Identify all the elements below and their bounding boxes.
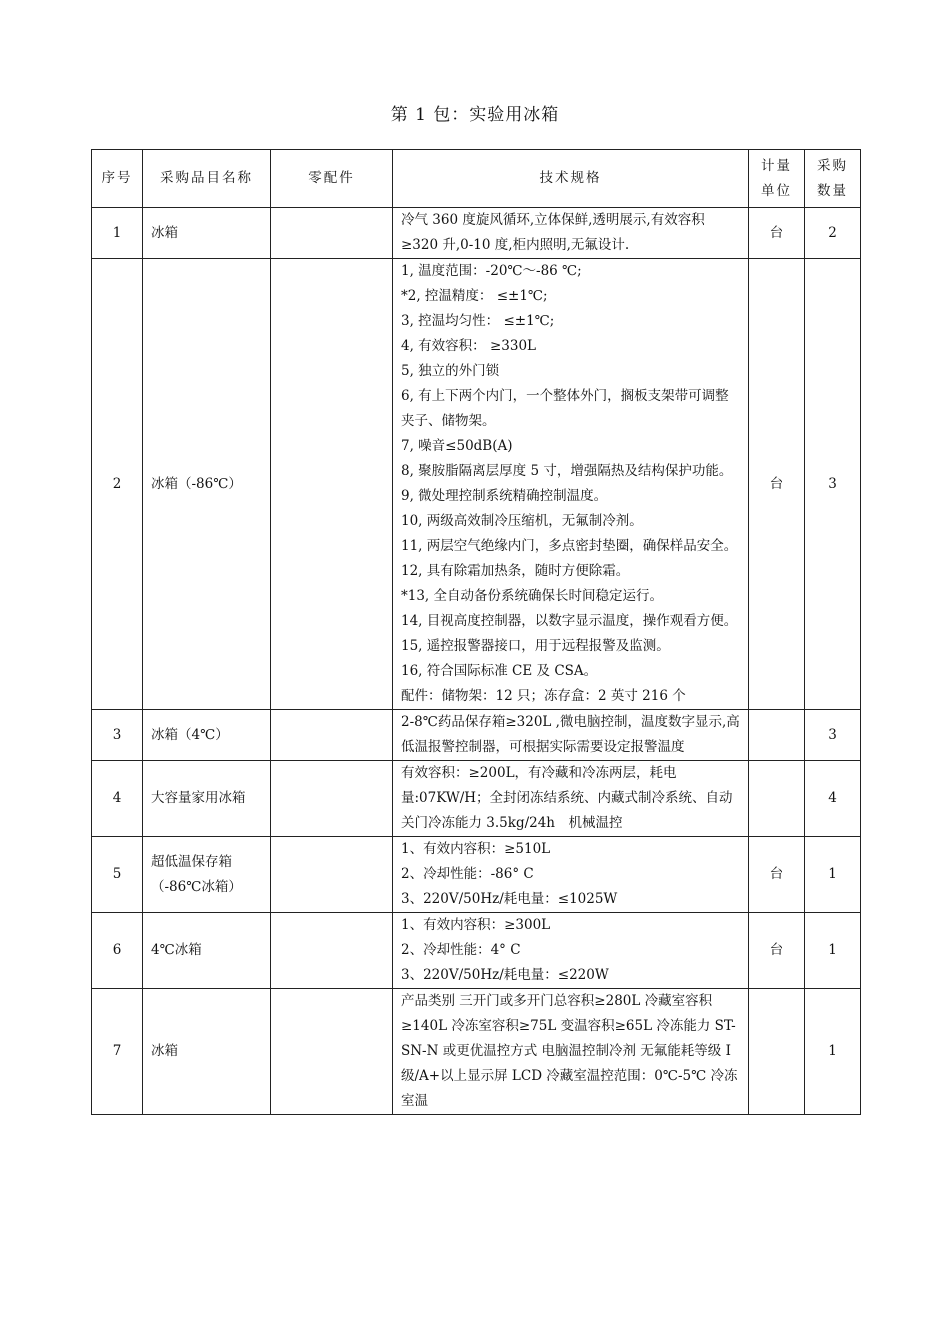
item-name: 大容量家用冰箱 <box>151 790 246 806</box>
table-row <box>92 710 861 761</box>
header-seq: 序号 <box>92 150 143 208</box>
row-spec <box>393 208 749 259</box>
procurement-table <box>91 149 861 1115</box>
table-row <box>92 837 861 913</box>
spec-line: 冷气 360 度旋风循环,立体保鲜,透明展示,有效容积≥320 升,0-10 度,柜内照明,无氟设计. <box>401 212 705 253</box>
row-name <box>143 837 271 913</box>
spec-line: 6, 有上下两个内门，一个整体外门，搁板支架带可调整夹子、储物架。 <box>401 388 729 429</box>
spec-line: 2、冷却性能：-86° C <box>401 866 534 882</box>
spec-line: 1, 温度范围：-20℃～-86 ℃; <box>401 263 582 279</box>
row-name <box>143 710 271 761</box>
spec-line: 配件：储物架：12 只；冻存盒：2 英寸 216 个 <box>401 688 686 704</box>
row-name <box>143 761 271 837</box>
spec-line: 8, 聚胺脂隔离层厚度 5 寸，增强隔热及结构保护功能。 <box>401 463 733 479</box>
row-unit <box>749 761 805 837</box>
spec-line: 3, 控温均匀性： ≤±1℃; <box>401 313 555 329</box>
row-qty: 3 <box>805 710 861 761</box>
row-qty: 4 <box>805 761 861 837</box>
row-unit: 台 <box>749 913 805 989</box>
item-name: 冰箱（4℃） <box>151 726 229 743</box>
row-parts <box>271 913 393 989</box>
row-spec <box>393 710 749 761</box>
spec-line: 1、有效内容积：≥510L <box>401 841 551 857</box>
table-row <box>92 208 861 259</box>
header-parts: 零配件 <box>271 150 393 208</box>
row-parts <box>271 989 393 1115</box>
row-unit: 台 <box>749 837 805 913</box>
row-unit: 台 <box>749 208 805 259</box>
header-row <box>92 150 861 208</box>
table-body <box>92 208 861 1115</box>
row-spec <box>393 913 749 989</box>
spec-line: 11, 两层空气绝缘内门，多点密封垫圈，确保样品安全。 <box>401 538 738 554</box>
spec-line: 1、有效内容积：≥300L <box>401 917 551 933</box>
table-row <box>92 989 861 1115</box>
row-parts <box>271 837 393 913</box>
spec-line: 4, 有效容积： ≥330L <box>401 338 537 354</box>
row-parts <box>271 710 393 761</box>
row-parts <box>271 761 393 837</box>
row-qty: 2 <box>805 208 861 259</box>
row-qty: 3 <box>805 259 861 710</box>
spec-line: 2、冷却性能：4° C <box>401 942 521 958</box>
spec-line: *13, 全自动备份系统确保长时间稳定运行。 <box>401 588 664 604</box>
spec-line: 14, 目视高度控制器，以数字显示温度，操作观看方便。 <box>401 613 738 629</box>
header-unit: 计量单位 <box>749 150 805 208</box>
spec-line: 有效容积：≥200L，有冷藏和冷冻两层，耗电量:07KW/H；全封闭冻结系统、内藏式制冷系统、自动关门冷冻能力 3.5kg/24h 机械温控 <box>401 765 733 831</box>
item-name: 超低温保存箱（-86℃冰箱） <box>151 853 242 895</box>
table-row <box>92 913 861 989</box>
row-name <box>143 913 271 989</box>
spec-line: 2-8℃药品保存箱≥320L ,微电脑控制，温度数字显示,高低温报警控制器，可根据实际需要设定报警温度 <box>401 714 740 755</box>
row-name <box>143 208 271 259</box>
row-seq: 6 <box>92 913 143 989</box>
row-unit <box>749 989 805 1115</box>
row-spec <box>393 761 749 837</box>
row-seq: 4 <box>92 761 143 837</box>
header-spec: 技术规格 <box>393 150 749 208</box>
spec-line: 7, 噪音≤50dB(A) <box>401 438 513 454</box>
item-name: 4℃冰箱 <box>151 942 202 958</box>
row-parts <box>271 259 393 710</box>
header-qty: 采购数量 <box>805 150 861 208</box>
row-name <box>143 989 271 1115</box>
row-seq: 1 <box>92 208 143 259</box>
item-name: 冰箱（-86℃） <box>151 475 242 492</box>
row-qty: 1 <box>805 913 861 989</box>
spec-line: 9, 微处理控制系统精确控制温度。 <box>401 488 608 504</box>
spec-line: 5, 独立的外门锁 <box>401 363 500 379</box>
item-name: 冰箱 <box>151 224 178 241</box>
spec-line: *2, 控温精度： ≤±1℃; <box>401 288 548 304</box>
table-row <box>92 761 861 837</box>
row-parts <box>271 208 393 259</box>
spec-line: 3、220V/50Hz/耗电量：≤1025W <box>401 891 618 907</box>
row-seq: 5 <box>92 837 143 913</box>
header-name: 采购品目名称 <box>143 150 271 208</box>
row-seq: 2 <box>92 259 143 710</box>
spec-line: 10, 两级高效制冷压缩机，无氟制冷剂。 <box>401 513 643 529</box>
row-qty: 1 <box>805 837 861 913</box>
row-spec <box>393 259 749 710</box>
row-qty: 1 <box>805 989 861 1115</box>
page-title: 第 1 包：实验用冰箱 <box>390 105 560 125</box>
spec-line: 16, 符合国际标准 CE 及 CSA。 <box>401 663 598 679</box>
spec-line: 15, 遥控报警器接口，用于远程报警及监测。 <box>401 638 670 654</box>
row-spec <box>393 837 749 913</box>
spec-line: 产品类别 三开门或多开门总容积≥280L 冷藏室容积≥140L 冷冻室容积≥75L 变温容积≥65L 冷冻能力 ST-SN-N 或更优温控方式 电脑温控制冷剂 无氟能耗等级 Ⅰ级/A+以上显示屏 LCD 冷藏室温控范围：0℃-5℃ 冷冻室温 <box>401 993 738 1109</box>
row-seq: 3 <box>92 710 143 761</box>
table-row <box>92 259 861 710</box>
row-seq: 7 <box>92 989 143 1115</box>
row-unit: 台 <box>749 259 805 710</box>
row-name <box>143 259 271 710</box>
spec-line: 3、220V/50Hz/耗电量：≤220W <box>401 967 609 983</box>
spec-line: 12, 具有除霜加热条，随时方便除霜。 <box>401 563 630 579</box>
item-name: 冰箱 <box>151 1043 178 1059</box>
row-unit <box>749 710 805 761</box>
row-spec <box>393 989 749 1115</box>
